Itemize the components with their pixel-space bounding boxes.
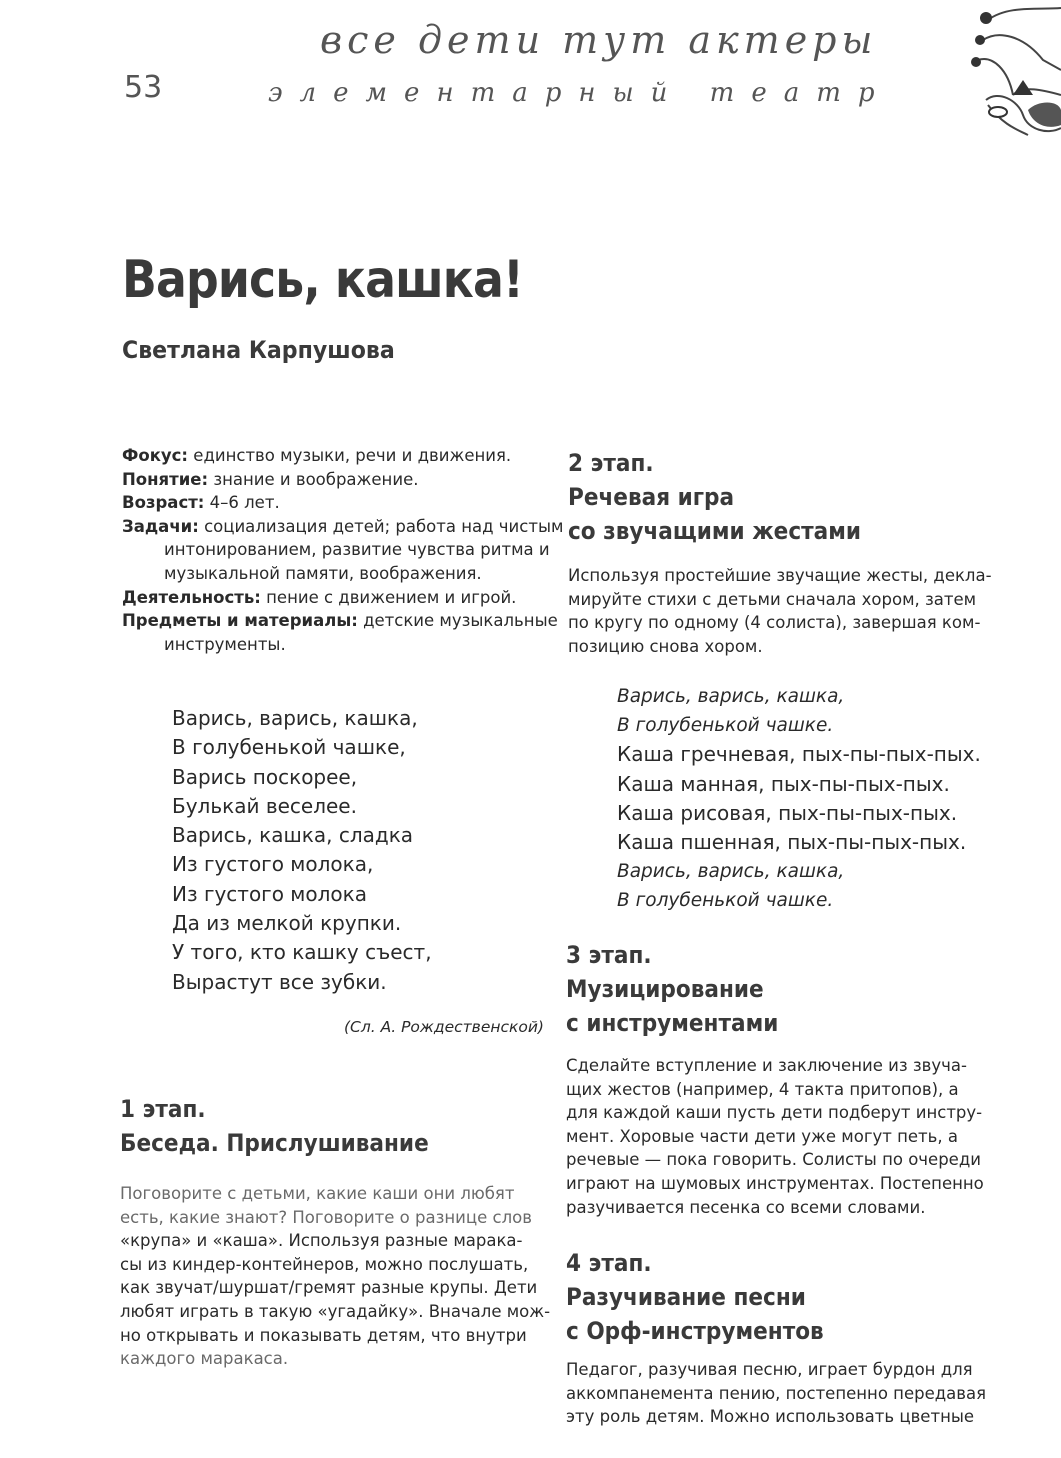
paragraph-line: Сделайте вступление и заключение из звуча- <box>566 1056 967 1075</box>
poem-line: В голубенькой чашке. <box>617 890 834 912</box>
meta-label: Предметы и материалы: <box>122 611 358 631</box>
paragraph-line: но открывать и показывать детям, что внутри <box>120 1325 527 1345</box>
paragraph-line: есть, какие знают? Поговорите о разнице слов <box>120 1207 532 1227</box>
poem <box>172 704 432 997</box>
meta-value: социализация детей; работа над чистым <box>204 516 564 536</box>
paragraph-line: играют на шумовых инструментах. Постепенно <box>566 1173 984 1193</box>
stage2-poem <box>617 682 981 916</box>
paragraph-line: Поговорите с детьми, какие каши они любят <box>120 1184 515 1203</box>
stage1-title: Беседа. Прислушивание <box>120 1129 429 1157</box>
header-handwritten-title: все дети тут актеры <box>320 18 878 62</box>
poem-line: Варись, варись, кашка, <box>617 686 845 707</box>
meta-value: 4–6 лет. <box>209 493 280 513</box>
poem-line: Каша манная, пых-пы-пых-пых. <box>617 771 950 796</box>
poem-line: Каша пшенная, пых-пы-пых-пых. <box>617 830 967 855</box>
paragraph-line: «крупа» и «каша». Используя разные марака- <box>120 1231 523 1251</box>
header-handwritten-subtitle: элементарный театр <box>268 78 892 108</box>
poem-line: Варись, кашка, сладка <box>172 823 414 848</box>
poem-line: Вырастут все зубки. <box>172 969 387 994</box>
meta-value: музыкальной памяти, воображения. <box>164 563 482 583</box>
paragraph-line: разучивается песенка со всеми словами. <box>566 1197 926 1217</box>
paragraph-line: мент. Хоровые части дети уже могут петь, а <box>566 1126 958 1146</box>
paragraph-line: Педагог, разучивая песню, играет бурдон для <box>566 1360 973 1379</box>
poem-line: Да из мелкой крупки. <box>172 911 402 936</box>
meta-label: Деятельность: <box>122 587 261 607</box>
poem-line: Варись, варись, кашка, <box>172 706 418 730</box>
paragraph-line: сы из киндер-контейнеров, можно послушать, <box>120 1254 529 1274</box>
meta-tasks <box>122 515 564 539</box>
meta-activity <box>122 586 552 610</box>
stage4-title-line2: с Орф-инструментов <box>566 1317 824 1345</box>
meta-label: Возраст: <box>122 493 205 513</box>
lesson-meta <box>122 444 564 656</box>
poem-line: Из густого молока, <box>172 852 374 877</box>
stage4-number: 4 этап. <box>566 1249 652 1277</box>
stage2-number: 2 этап. <box>568 449 654 477</box>
meta-value: знание и воображение. <box>213 469 419 489</box>
meta-value: детские музыкальные <box>363 611 558 631</box>
paragraph-line: речевые — пока говорить. Солисты по очереди <box>566 1150 981 1170</box>
poem-line: В голубенькой чашке, <box>172 735 406 760</box>
stage3-title-line2: с инструментами <box>566 1009 779 1037</box>
poem-line: Каша гречневая, пых-пы-пых-пых. <box>617 742 981 767</box>
paragraph-line: для каждой каши пусть дети подберут инстру- <box>566 1103 983 1123</box>
stage3-text <box>566 1054 984 1219</box>
meta-age <box>122 491 552 515</box>
meta-label: Понятие: <box>122 469 209 489</box>
stage4-text <box>566 1358 986 1429</box>
stage2-title-line1: Речевая игра <box>568 483 735 511</box>
poem-line: У того, кто кашку съест, <box>172 940 432 965</box>
meta-label: Фокус: <box>122 446 189 465</box>
poem-line: В голубенькой чашке. <box>617 715 834 737</box>
jester-hat-icon <box>968 0 1061 150</box>
stage4-title-line1: Разучивание песни <box>566 1283 806 1311</box>
poem-line: Каша рисовая, пых-пы-пых-пых. <box>617 800 958 825</box>
article-title: Варись, кашка! <box>122 250 523 310</box>
paragraph-line: по кругу по одному (4 солиста), завершая ком- <box>568 613 981 633</box>
meta-focus <box>122 444 552 468</box>
poem-credit: (Сл. А. Рождественской) <box>344 1018 544 1036</box>
meta-concept <box>122 468 552 492</box>
paragraph-line: любят играть в такую «угадайку». Вначале мож- <box>120 1301 551 1321</box>
paragraph-line: щих жестов (например, 4 такта притопов), а <box>566 1079 959 1099</box>
stage2-title-line2: со звучащими жестами <box>568 517 862 545</box>
meta-value: единство музыки, речи и движения. <box>193 446 512 465</box>
stage3-number: 3 этап. <box>566 941 652 969</box>
article-author: Светлана Карпушова <box>122 336 395 364</box>
stage2-text <box>568 564 992 658</box>
meta-materials <box>122 609 558 633</box>
paragraph-line: каждого маракаса. <box>120 1349 289 1369</box>
paragraph-line: аккомпанемента пению, постепенно передавая <box>566 1383 987 1403</box>
meta-value: пение с движением и игрой. <box>266 587 517 607</box>
paragraph-line: эту роль детям. Можно использовать цветные <box>566 1407 975 1427</box>
paragraph-line: как звучат/шуршат/гремят разные крупы. Дети <box>120 1278 538 1298</box>
paragraph-line: мируйте стихи с детьми сначала хором, затем <box>568 589 977 609</box>
poem-line: Из густого молока <box>172 881 367 906</box>
paragraph-line: Используя простейшие звучащие жесты, декла- <box>568 566 992 585</box>
paragraph-line: позицию снова хором. <box>568 636 763 656</box>
stage3-title-line1: Музицирование <box>566 975 764 1003</box>
meta-value: инструменты. <box>164 634 286 654</box>
page-number: 53 <box>124 70 163 105</box>
meta-label: Задачи: <box>122 516 199 536</box>
poem-line: Варись поскорее, <box>172 764 358 789</box>
stage1-text <box>120 1182 550 1371</box>
poem-line: Булькай веселее. <box>172 793 357 818</box>
meta-value: интонированием, развитие чувства ритма и <box>164 540 550 560</box>
poem-line: Варись, варись, кашка, <box>617 861 845 883</box>
stage1-number: 1 этап. <box>120 1095 206 1123</box>
